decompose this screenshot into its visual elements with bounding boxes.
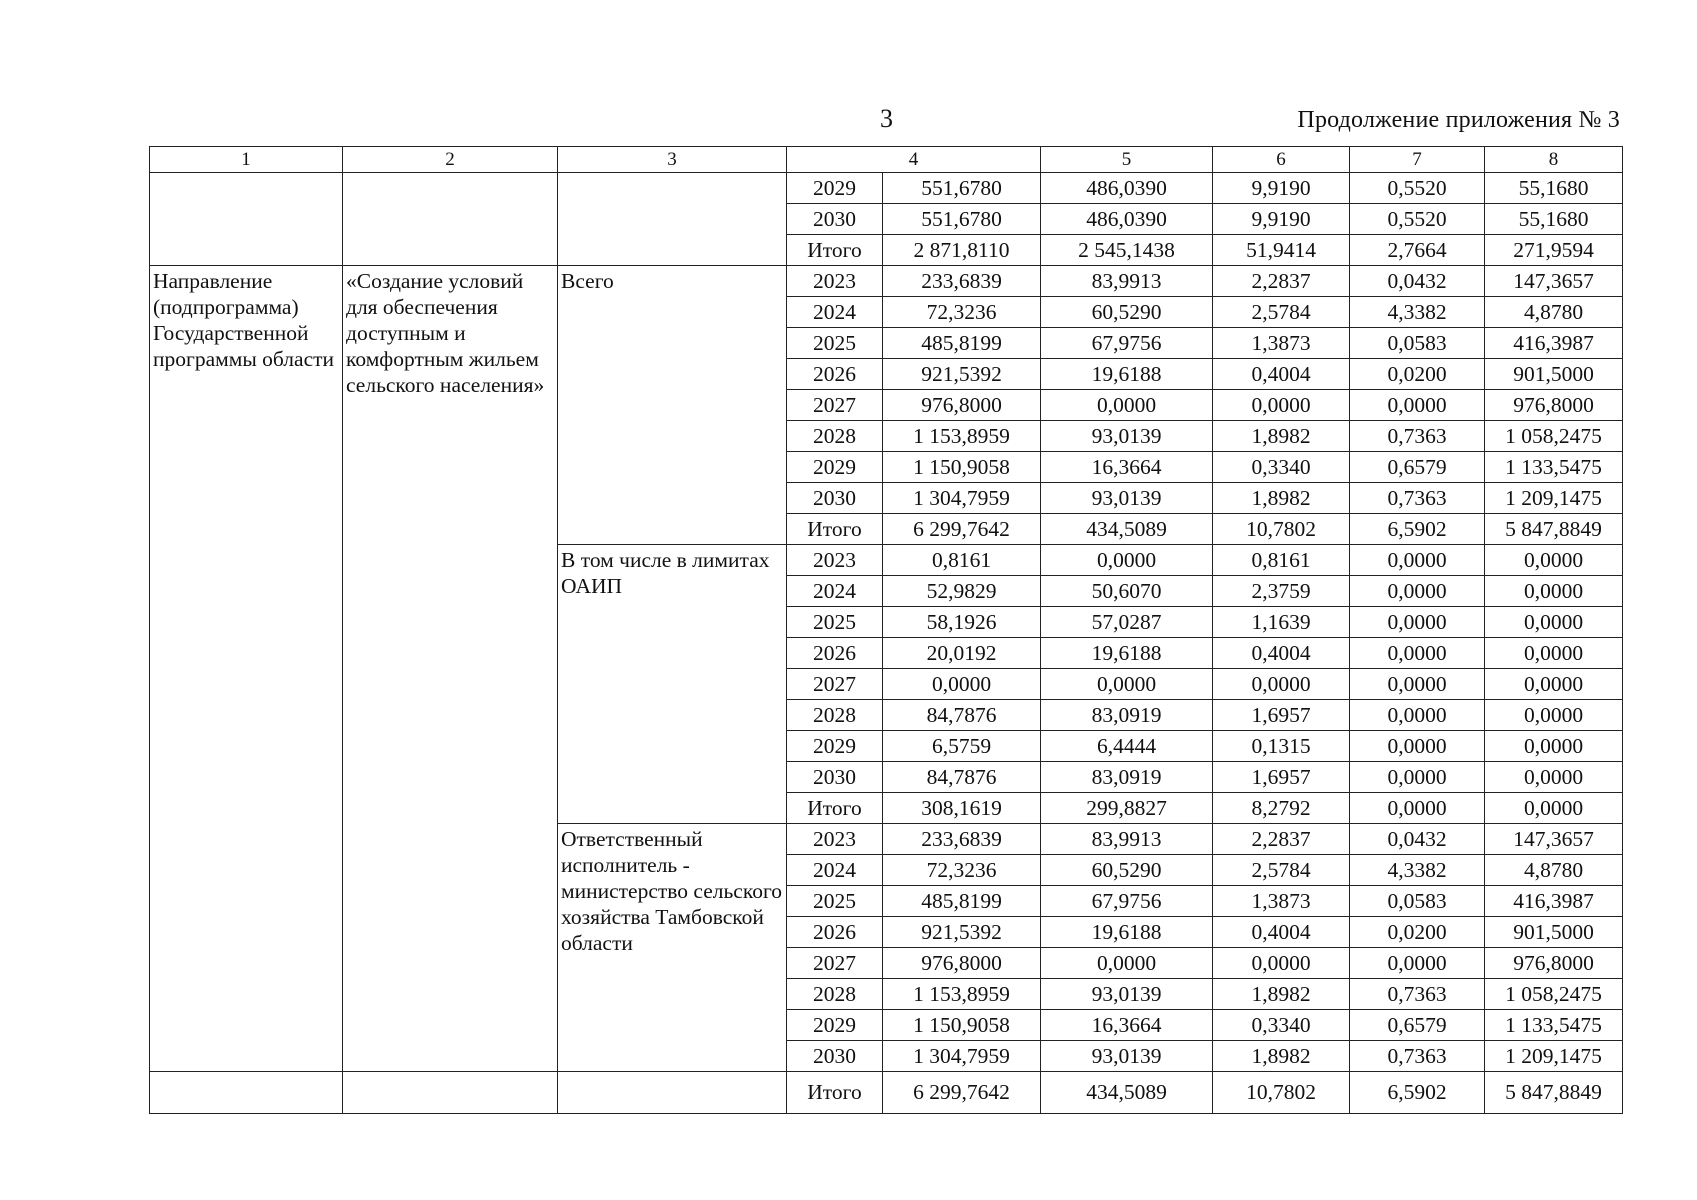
year-cell: Итого	[787, 1072, 883, 1114]
financing-table	[149, 146, 1623, 1114]
value-cell-c4: 1 153,8959	[883, 979, 1041, 1010]
value-cell-c6: 0,3340	[1213, 1010, 1350, 1041]
year-cell: 2025	[787, 607, 883, 638]
value-cell-c6: 8,2792	[1213, 793, 1350, 824]
year-cell: 2024	[787, 576, 883, 607]
value-cell-c5: 2 545,1438	[1041, 235, 1213, 266]
value-cell-c4: 976,8000	[883, 948, 1041, 979]
year-cell: Итого	[787, 235, 883, 266]
value-cell-c8: 416,3987	[1485, 328, 1623, 359]
final-total-row	[150, 1072, 1623, 1114]
value-cell-c6: 1,6957	[1213, 700, 1350, 731]
value-cell-c6: 2,5784	[1213, 297, 1350, 328]
value-cell-c4: 20,0192	[883, 638, 1041, 669]
value-cell-c4: 6 299,7642	[883, 1072, 1041, 1114]
year-cell: Итого	[787, 793, 883, 824]
value-cell-c6: 0,4004	[1213, 917, 1350, 948]
column-number: 2	[343, 147, 558, 173]
value-cell-c7: 6,5902	[1350, 1072, 1485, 1114]
value-cell-c5: 486,0390	[1041, 173, 1213, 204]
value-cell-c6: 9,9190	[1213, 173, 1350, 204]
year-cell: 2028	[787, 979, 883, 1010]
value-cell-c6: 2,3759	[1213, 576, 1350, 607]
year-cell: 2030	[787, 1041, 883, 1072]
value-cell-c4: 2 871,8110	[883, 235, 1041, 266]
value-cell-c4: 485,8199	[883, 328, 1041, 359]
value-cell-c7: 0,0000	[1350, 731, 1485, 762]
page-number: 3	[880, 104, 893, 133]
value-cell-c7: 0,0000	[1350, 390, 1485, 421]
value-cell-c5: 93,0139	[1041, 1041, 1213, 1072]
value-cell-c5: 67,9756	[1041, 328, 1213, 359]
value-cell-c6: 2,2837	[1213, 266, 1350, 297]
value-cell-c8: 416,3987	[1485, 886, 1623, 917]
value-cell-c5: 486,0390	[1041, 204, 1213, 235]
value-cell-c7: 0,5520	[1350, 204, 1485, 235]
value-cell-c8: 901,5000	[1485, 359, 1623, 390]
value-cell-c7: 0,0000	[1350, 607, 1485, 638]
value-cell-c8: 901,5000	[1485, 917, 1623, 948]
value-cell-c6: 10,7802	[1213, 514, 1350, 545]
value-cell-c7: 0,0000	[1350, 669, 1485, 700]
value-cell-c7: 0,0200	[1350, 359, 1485, 390]
cell-col3	[558, 173, 787, 266]
year-cell: 2023	[787, 266, 883, 297]
value-cell-c7: 0,0000	[1350, 638, 1485, 669]
value-cell-c8: 147,3657	[1485, 824, 1623, 855]
value-cell-c5: 434,5089	[1041, 1072, 1213, 1114]
value-cell-c6: 10,7802	[1213, 1072, 1350, 1114]
column-numbers-row	[150, 147, 1623, 173]
value-cell-c5: 299,8827	[1041, 793, 1213, 824]
value-cell-c8: 0,0000	[1485, 545, 1623, 576]
value-cell-c5: 19,6188	[1041, 359, 1213, 390]
year-cell: 2027	[787, 669, 883, 700]
funding-category: Ответственный исполнитель - министерство сельского хозяйства Тамбовской области	[558, 824, 787, 1072]
value-cell-c5: 0,0000	[1041, 545, 1213, 576]
direction-label: Направление (подпрограмма) Государственной программы области	[150, 266, 343, 1072]
value-cell-c5: 16,3664	[1041, 1010, 1213, 1041]
value-cell-c8: 55,1680	[1485, 173, 1623, 204]
year-cell: 2029	[787, 1010, 883, 1041]
year-cell: 2028	[787, 700, 883, 731]
value-cell-c4: 84,7876	[883, 762, 1041, 793]
value-cell-c7: 0,5520	[1350, 173, 1485, 204]
value-cell-c6: 0,0000	[1213, 948, 1350, 979]
column-number: 6	[1213, 147, 1350, 173]
column-number: 1	[150, 147, 343, 173]
value-cell-c4: 551,6780	[883, 173, 1041, 204]
value-cell-c4: 1 304,7959	[883, 483, 1041, 514]
value-cell-c7: 0,0000	[1350, 762, 1485, 793]
value-cell-c4: 233,6839	[883, 824, 1041, 855]
year-cell: 2029	[787, 173, 883, 204]
value-cell-c7: 0,7363	[1350, 421, 1485, 452]
value-cell-c5: 83,9913	[1041, 266, 1213, 297]
value-cell-c8: 1 209,1475	[1485, 1041, 1623, 1072]
value-cell-c8: 1 058,2475	[1485, 979, 1623, 1010]
value-cell-c5: 93,0139	[1041, 421, 1213, 452]
value-cell-c6: 0,8161	[1213, 545, 1350, 576]
value-cell-c7: 6,5902	[1350, 514, 1485, 545]
value-cell-c8: 4,8780	[1485, 855, 1623, 886]
value-cell-c4: 6 299,7642	[883, 514, 1041, 545]
value-cell-c6: 0,4004	[1213, 638, 1350, 669]
value-cell-c8: 1 209,1475	[1485, 483, 1623, 514]
column-number: 8	[1485, 147, 1623, 173]
value-cell-c5: 83,0919	[1041, 762, 1213, 793]
subprogram-name: «Создание условий для обеспечения доступным и комфортным жильем сельского населения»	[343, 266, 558, 1072]
value-cell-c5: 19,6188	[1041, 917, 1213, 948]
value-cell-c6: 1,1639	[1213, 607, 1350, 638]
year-cell: 2030	[787, 762, 883, 793]
year-cell: 2029	[787, 731, 883, 762]
value-cell-c6: 9,9190	[1213, 204, 1350, 235]
year-cell: 2029	[787, 452, 883, 483]
value-cell-c5: 93,0139	[1041, 483, 1213, 514]
value-cell-c4: 72,3236	[883, 297, 1041, 328]
value-cell-c7: 0,0000	[1350, 793, 1485, 824]
value-cell-c6: 0,4004	[1213, 359, 1350, 390]
value-cell-c8: 147,3657	[1485, 266, 1623, 297]
value-cell-c4: 233,6839	[883, 266, 1041, 297]
year-cell: 2023	[787, 545, 883, 576]
value-cell-c5: 0,0000	[1041, 390, 1213, 421]
value-cell-c4: 976,8000	[883, 390, 1041, 421]
year-cell: 2028	[787, 421, 883, 452]
value-cell-c4: 52,9829	[883, 576, 1041, 607]
value-cell-c7: 0,6579	[1350, 452, 1485, 483]
value-cell-c7: 0,7363	[1350, 1041, 1485, 1072]
value-cell-c5: 434,5089	[1041, 514, 1213, 545]
value-cell-c7: 0,0432	[1350, 824, 1485, 855]
value-cell-c6: 51,9414	[1213, 235, 1350, 266]
value-cell-c8: 1 133,5475	[1485, 1010, 1623, 1041]
value-cell-c5: 0,0000	[1041, 669, 1213, 700]
value-cell-c6: 2,2837	[1213, 824, 1350, 855]
value-cell-c6: 1,6957	[1213, 762, 1350, 793]
funding-category: В том числе в лимитах ОАИП	[558, 545, 787, 824]
value-cell-c4: 6,5759	[883, 731, 1041, 762]
table-row	[150, 173, 1623, 204]
value-cell-c4: 84,7876	[883, 700, 1041, 731]
value-cell-c7: 0,6579	[1350, 1010, 1485, 1041]
year-cell: 2024	[787, 297, 883, 328]
value-cell-c8: 0,0000	[1485, 731, 1623, 762]
value-cell-c5: 83,0919	[1041, 700, 1213, 731]
value-cell-c4: 1 153,8959	[883, 421, 1041, 452]
value-cell-c7: 2,7664	[1350, 235, 1485, 266]
value-cell-c8: 5 847,8849	[1485, 514, 1623, 545]
value-cell-c8: 0,0000	[1485, 576, 1623, 607]
year-cell: 2027	[787, 390, 883, 421]
value-cell-c5: 57,0287	[1041, 607, 1213, 638]
value-cell-c6: 1,8982	[1213, 979, 1350, 1010]
value-cell-c5: 16,3664	[1041, 452, 1213, 483]
value-cell-c7: 0,0583	[1350, 328, 1485, 359]
value-cell-c6: 0,0000	[1213, 669, 1350, 700]
value-cell-c4: 485,8199	[883, 886, 1041, 917]
value-cell-c7: 0,0432	[1350, 266, 1485, 297]
column-number: 4	[787, 147, 1041, 173]
value-cell-c4: 58,1926	[883, 607, 1041, 638]
value-cell-c8: 4,8780	[1485, 297, 1623, 328]
value-cell-c8: 55,1680	[1485, 204, 1623, 235]
value-cell-c4: 551,6780	[883, 204, 1041, 235]
empty-cell	[343, 1072, 558, 1114]
value-cell-c4: 0,0000	[883, 669, 1041, 700]
value-cell-c7: 0,0583	[1350, 886, 1485, 917]
column-number: 7	[1350, 147, 1485, 173]
value-cell-c6: 1,8982	[1213, 1041, 1350, 1072]
value-cell-c6: 1,8982	[1213, 421, 1350, 452]
value-cell-c4: 1 150,9058	[883, 452, 1041, 483]
column-number: 5	[1041, 147, 1213, 173]
funding-category: Всего	[558, 266, 787, 545]
year-cell: 2024	[787, 855, 883, 886]
value-cell-c4: 1 150,9058	[883, 1010, 1041, 1041]
value-cell-c7: 0,0000	[1350, 545, 1485, 576]
year-cell: 2026	[787, 638, 883, 669]
value-cell-c7: 0,0000	[1350, 576, 1485, 607]
value-cell-c4: 1 304,7959	[883, 1041, 1041, 1072]
value-cell-c4: 0,8161	[883, 545, 1041, 576]
value-cell-c6: 1,8982	[1213, 483, 1350, 514]
value-cell-c8: 1 058,2475	[1485, 421, 1623, 452]
year-cell: 2025	[787, 886, 883, 917]
value-cell-c6: 0,3340	[1213, 452, 1350, 483]
value-cell-c5: 60,5290	[1041, 855, 1213, 886]
empty-cell	[150, 1072, 343, 1114]
value-cell-c7: 0,7363	[1350, 979, 1485, 1010]
value-cell-c8: 0,0000	[1485, 762, 1623, 793]
value-cell-c8: 0,0000	[1485, 700, 1623, 731]
value-cell-c5: 19,6188	[1041, 638, 1213, 669]
year-cell: 2025	[787, 328, 883, 359]
year-cell: Итого	[787, 514, 883, 545]
value-cell-c7: 4,3382	[1350, 297, 1485, 328]
value-cell-c5: 50,6070	[1041, 576, 1213, 607]
value-cell-c6: 1,3873	[1213, 328, 1350, 359]
value-cell-c8: 0,0000	[1485, 638, 1623, 669]
cell-col2	[343, 173, 558, 266]
cell-col1	[150, 173, 343, 266]
value-cell-c5: 67,9756	[1041, 886, 1213, 917]
value-cell-c5: 0,0000	[1041, 948, 1213, 979]
value-cell-c7: 0,0000	[1350, 948, 1485, 979]
value-cell-c8: 0,0000	[1485, 607, 1623, 638]
value-cell-c7: 4,3382	[1350, 855, 1485, 886]
table-row	[150, 266, 1623, 297]
value-cell-c8: 976,8000	[1485, 948, 1623, 979]
value-cell-c8: 271,9594	[1485, 235, 1623, 266]
value-cell-c4: 921,5392	[883, 359, 1041, 390]
value-cell-c6: 2,5784	[1213, 855, 1350, 886]
value-cell-c8: 5 847,8849	[1485, 1072, 1623, 1114]
year-cell: 2027	[787, 948, 883, 979]
column-number: 3	[558, 147, 787, 173]
value-cell-c5: 60,5290	[1041, 297, 1213, 328]
year-cell: 2030	[787, 483, 883, 514]
value-cell-c5: 93,0139	[1041, 979, 1213, 1010]
value-cell-c6: 0,0000	[1213, 390, 1350, 421]
value-cell-c4: 921,5392	[883, 917, 1041, 948]
value-cell-c6: 0,1315	[1213, 731, 1350, 762]
value-cell-c8: 0,0000	[1485, 669, 1623, 700]
value-cell-c7: 0,0200	[1350, 917, 1485, 948]
value-cell-c8: 0,0000	[1485, 793, 1623, 824]
value-cell-c7: 0,7363	[1350, 483, 1485, 514]
value-cell-c5: 83,9913	[1041, 824, 1213, 855]
value-cell-c8: 1 133,5475	[1485, 452, 1623, 483]
year-cell: 2026	[787, 359, 883, 390]
year-cell: 2026	[787, 917, 883, 948]
value-cell-c5: 6,4444	[1041, 731, 1213, 762]
value-cell-c7: 0,0000	[1350, 700, 1485, 731]
value-cell-c8: 976,8000	[1485, 390, 1623, 421]
value-cell-c4: 308,1619	[883, 793, 1041, 824]
year-cell: 2023	[787, 824, 883, 855]
value-cell-c4: 72,3236	[883, 855, 1041, 886]
year-cell: 2030	[787, 204, 883, 235]
value-cell-c6: 1,3873	[1213, 886, 1350, 917]
continuation-label: Продолжение приложения № 3	[1297, 107, 1620, 133]
empty-cell	[558, 1072, 787, 1114]
